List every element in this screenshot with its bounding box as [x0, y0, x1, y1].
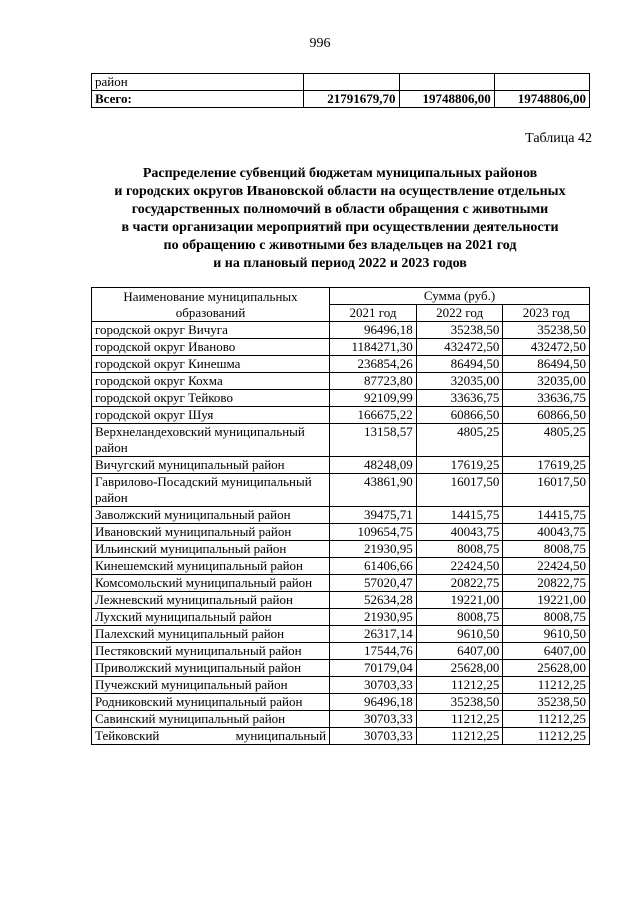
- table-row: [92, 524, 590, 541]
- table-header-row: [92, 288, 590, 305]
- municipality-name: городской округ Иваново: [92, 339, 330, 356]
- municipality-name: Комсомольский муниципальный район: [92, 575, 330, 592]
- amount-cell: 52634,28: [330, 592, 417, 609]
- amount-cell: 236854,26: [330, 356, 417, 373]
- amount-cell: 70179,04: [330, 660, 417, 677]
- municipality-name: Ильинский муниципальный район: [92, 541, 330, 558]
- amount-cell: 86494,50: [416, 356, 503, 373]
- table-row: [92, 728, 590, 745]
- header-year: 2023 год: [503, 305, 590, 322]
- header-name: Наименование муниципальных образований: [92, 288, 330, 322]
- table-row: [92, 457, 590, 474]
- total-value: 19748806,00: [494, 91, 589, 108]
- table-cell: [494, 74, 589, 91]
- table-row: [92, 558, 590, 575]
- municipality-name: Ивановский муниципальный район: [92, 524, 330, 541]
- heading-line: в части организации мероприятий при осуществлении деятельности: [121, 220, 559, 235]
- amount-cell: 60866,50: [416, 407, 503, 424]
- municipality-name: Палехский муниципальный район: [92, 626, 330, 643]
- amount-cell: 8008,75: [503, 541, 590, 558]
- table-row: [92, 575, 590, 592]
- amount-cell: 8008,75: [503, 609, 590, 626]
- amount-cell: 4805,25: [416, 424, 503, 457]
- table-row: [92, 474, 590, 507]
- amount-cell: 33636,75: [503, 390, 590, 407]
- amount-cell: 432472,50: [416, 339, 503, 356]
- amount-cell: 6407,00: [503, 643, 590, 660]
- amount-cell: 21930,95: [330, 609, 417, 626]
- table-row: [92, 424, 590, 457]
- amount-cell: 57020,47: [330, 575, 417, 592]
- amount-cell: 86494,50: [503, 356, 590, 373]
- municipality-name: городской округ Шуя: [92, 407, 330, 424]
- amount-cell: 35238,50: [503, 322, 590, 339]
- amount-cell: 8008,75: [416, 541, 503, 558]
- amount-cell: 17619,25: [503, 457, 590, 474]
- amount-cell: 60866,50: [503, 407, 590, 424]
- amount-cell: 9610,50: [503, 626, 590, 643]
- amount-cell: 33636,75: [416, 390, 503, 407]
- heading-line: и на плановый период 2022 и 2023 годов: [213, 256, 467, 271]
- municipality-name: городской округ Вичуга: [92, 322, 330, 339]
- amount-cell: 166675,22: [330, 407, 417, 424]
- table-cell: район: [92, 74, 304, 91]
- amount-cell: 20822,75: [503, 575, 590, 592]
- heading-line: государственных полномочий в области обращения с животными: [131, 202, 549, 217]
- amount-cell: 20822,75: [416, 575, 503, 592]
- municipality-name: Родниковский муниципальный район: [92, 694, 330, 711]
- amount-cell: 32035,00: [416, 373, 503, 390]
- amount-cell: 22424,50: [503, 558, 590, 575]
- amount-cell: 32035,00: [503, 373, 590, 390]
- amount-cell: 43861,90: [330, 474, 417, 507]
- amount-cell: 11212,25: [503, 728, 590, 745]
- amount-cell: 13158,57: [330, 424, 417, 457]
- municipality-name: Пестяковский муниципальный район: [92, 643, 330, 660]
- amount-cell: 25628,00: [416, 660, 503, 677]
- municipality-name: Лежневский муниципальный район: [92, 592, 330, 609]
- amount-cell: 30703,33: [330, 728, 417, 745]
- header-year: 2021 год: [330, 305, 417, 322]
- amount-cell: 61406,66: [330, 558, 417, 575]
- amount-cell: 432472,50: [503, 339, 590, 356]
- amount-cell: 8008,75: [416, 609, 503, 626]
- amount-cell: 14415,75: [416, 507, 503, 524]
- amount-cell: 35238,50: [416, 322, 503, 339]
- amount-cell: 96496,18: [330, 694, 417, 711]
- total-label: Всего:: [92, 91, 304, 108]
- heading-line: Распределение субвенций бюджетам муниципальных районов: [142, 166, 538, 181]
- amount-cell: 19221,00: [416, 592, 503, 609]
- municipality-name: городской округ Кинешма: [92, 356, 330, 373]
- amount-cell: 48248,09: [330, 457, 417, 474]
- amount-cell: 16017,50: [503, 474, 590, 507]
- amount-cell: 11212,25: [416, 711, 503, 728]
- amount-cell: 1184271,30: [330, 339, 417, 356]
- amount-cell: 22424,50: [416, 558, 503, 575]
- amount-cell: 17619,25: [416, 457, 503, 474]
- amount-cell: 11212,25: [503, 711, 590, 728]
- header-sum: Сумма (руб.): [330, 288, 590, 305]
- municipality-name: Кинешемский муниципальный район: [92, 558, 330, 575]
- amount-cell: 40043,75: [416, 524, 503, 541]
- heading-line: и городских округов Ивановской области на осуществление отдельных: [114, 184, 566, 199]
- table-row: [92, 541, 590, 558]
- amount-cell: 26317,14: [330, 626, 417, 643]
- table-row: [92, 677, 590, 694]
- amount-cell: 6407,00: [416, 643, 503, 660]
- table-cell: [399, 74, 494, 91]
- amount-cell: 17544,76: [330, 643, 417, 660]
- amount-cell: 19221,00: [503, 592, 590, 609]
- amount-cell: 30703,33: [330, 711, 417, 728]
- amount-cell: 14415,75: [503, 507, 590, 524]
- table-row: [92, 626, 590, 643]
- amount-cell: 9610,50: [416, 626, 503, 643]
- table-row: [92, 609, 590, 626]
- amount-cell: 11212,25: [416, 677, 503, 694]
- table-row: [92, 356, 590, 373]
- amount-cell: 35238,50: [503, 694, 590, 711]
- municipality-name: Лухский муниципальный район: [92, 609, 330, 626]
- municipality-name: Вичугский муниципальный район: [92, 457, 330, 474]
- amount-cell: 11212,25: [503, 677, 590, 694]
- table-row: [92, 694, 590, 711]
- table-row: [92, 407, 590, 424]
- previous-table-continuation: [91, 73, 590, 108]
- amount-cell: 109654,75: [330, 524, 417, 541]
- table-heading: [60, 165, 620, 273]
- amount-cell: 21930,95: [330, 541, 417, 558]
- table-row: [92, 373, 590, 390]
- subventions-table: [91, 287, 590, 745]
- municipality-name: Пучежский муниципальный район: [92, 677, 330, 694]
- header-year: 2022 год: [416, 305, 503, 322]
- amount-cell: 92109,99: [330, 390, 417, 407]
- municipality-name: городской округ Кохма: [92, 373, 330, 390]
- municipality-name: Приволжский муниципальный район: [92, 660, 330, 677]
- amount-cell: 40043,75: [503, 524, 590, 541]
- table-row: [92, 507, 590, 524]
- table-row: [92, 339, 590, 356]
- total-value: 21791679,70: [304, 91, 399, 108]
- municipality-name: городской округ Тейково: [92, 390, 330, 407]
- page-number: 996: [309, 36, 331, 51]
- table-row: [92, 322, 590, 339]
- municipality-name: Тейковский муниципальный: [92, 728, 330, 745]
- table-row: [92, 711, 590, 728]
- heading-line: по обращению с животными без владельцев на 2021 год: [163, 238, 517, 253]
- amount-cell: 30703,33: [330, 677, 417, 694]
- amount-cell: 16017,50: [416, 474, 503, 507]
- amount-cell: 11212,25: [416, 728, 503, 745]
- municipality-name: Савинский муниципальный район: [92, 711, 330, 728]
- table-caption: Таблица 42: [525, 131, 592, 146]
- table-row: [92, 592, 590, 609]
- table-row: [92, 74, 590, 91]
- amount-cell: 25628,00: [503, 660, 590, 677]
- municipality-name: Верхнеландеховский муниципальный район: [92, 424, 330, 457]
- amount-cell: 96496,18: [330, 322, 417, 339]
- table-cell: [304, 74, 399, 91]
- table-row: [92, 390, 590, 407]
- amount-cell: 4805,25: [503, 424, 590, 457]
- total-value: 19748806,00: [399, 91, 494, 108]
- table-row: [92, 660, 590, 677]
- amount-cell: 39475,71: [330, 507, 417, 524]
- amount-cell: 35238,50: [416, 694, 503, 711]
- table-row: [92, 643, 590, 660]
- municipality-name: Заволжский муниципальный район: [92, 507, 330, 524]
- municipality-name: Гаврилово-Посадский муниципальный район: [92, 474, 330, 507]
- amount-cell: 87723,80: [330, 373, 417, 390]
- total-row: [92, 91, 590, 108]
